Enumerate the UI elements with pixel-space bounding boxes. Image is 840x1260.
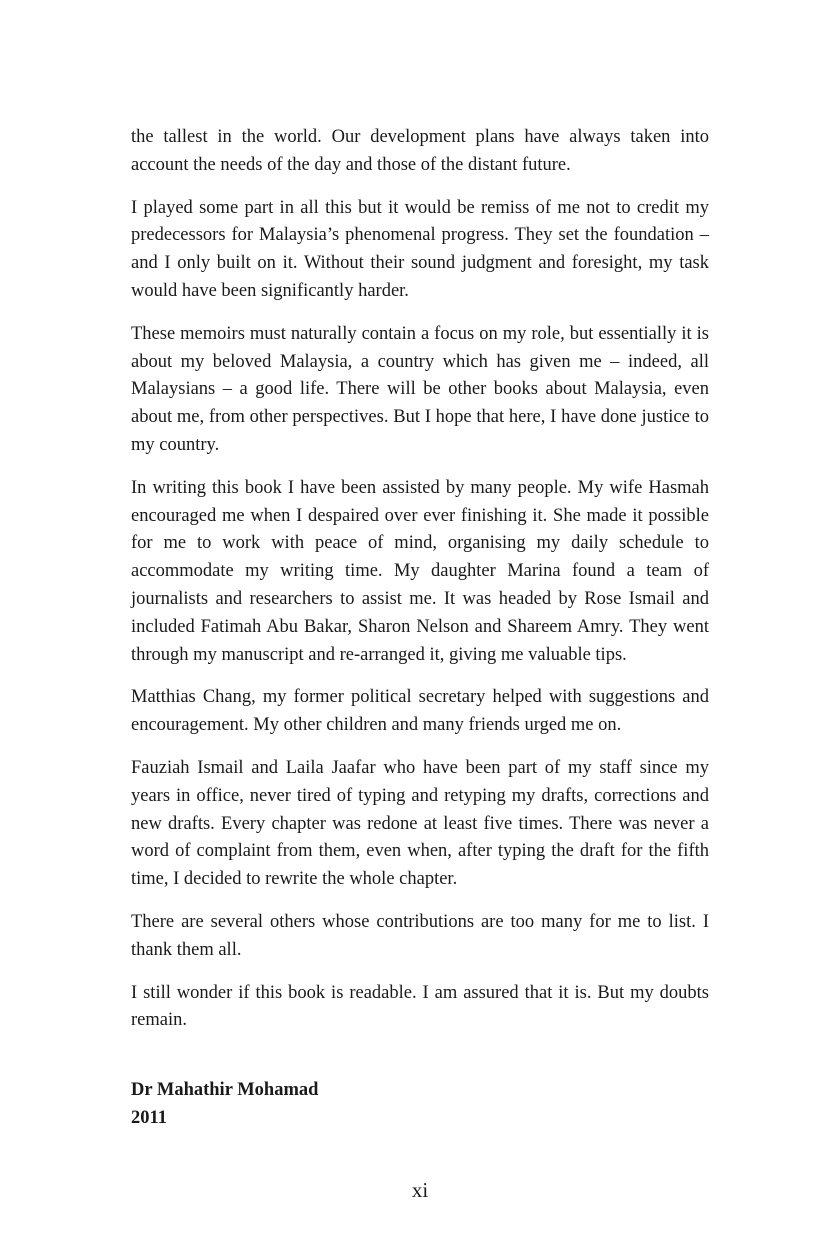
paragraph-2: I played some part in all this but it would be remiss of me not to credit my predecessors for Malaysia’s phenomenal progress. They set the foundation – and I only built on it. Without their sound judgment and foresight, my task would have been significantly harder.	[131, 197, 709, 301]
paragraph-5: Matthias Chang, my former political secretary helped with suggestions and encouragement. My other children and many friends urged me on.	[131, 687, 709, 736]
signature-year: 2011	[131, 1108, 167, 1128]
signature-author: Dr Mahathir Mohamad	[131, 1080, 319, 1100]
page-number: xi	[411, 1178, 429, 1202]
paragraph-3: These memoirs must naturally contain a focus on my role, but essentially it is about my beloved Malaysia, a country which has given me – indeed, all Malaysians – a good life. There will be other books about Malaysia, even about me, from other perspectives. But I hope that here, I have done justice to my country.	[131, 323, 709, 455]
paragraph-4: In writing this book I have been assisted by many people. My wife Hasmah encouraged me when I despaired over ever finishing it. She made it possible for me to work with peace of mind, organising my daily schedule to accommodate my writing time. My daughter Marina found a team of journalists and researchers to assist me. It was headed by Rose Ismail and included Fatimah Abu Bakar, Sharon Nelson and Shareem Amry. They went through my manuscript and re-arranged it, giving me valuable tips.	[131, 477, 709, 665]
paragraph-1: the tallest in the world. Our development plans have always taken into account the needs of the day and those of the distant future.	[131, 127, 709, 175]
paragraph-6: Fauziah Ismail and Laila Jaafar who have been part of my staff since my years in office, never tired of typing and retyping my drafts, corrections and new drafts. Every chapter was redone at least five times. There was never a word of complaint from them, even when, after typing the draft for the fifth time, I decided to rewrite the whole chapter.	[131, 757, 709, 890]
page-body	[131, 124, 709, 1050]
paragraph-7: There are several others whose contributions are too many for me to list. I thank them all.	[131, 911, 709, 960]
paragraph-8: I still wonder if this book is readable. I am assured that it is. But my doubts remain.	[131, 982, 709, 1031]
signature-block	[131, 1076, 709, 1132]
